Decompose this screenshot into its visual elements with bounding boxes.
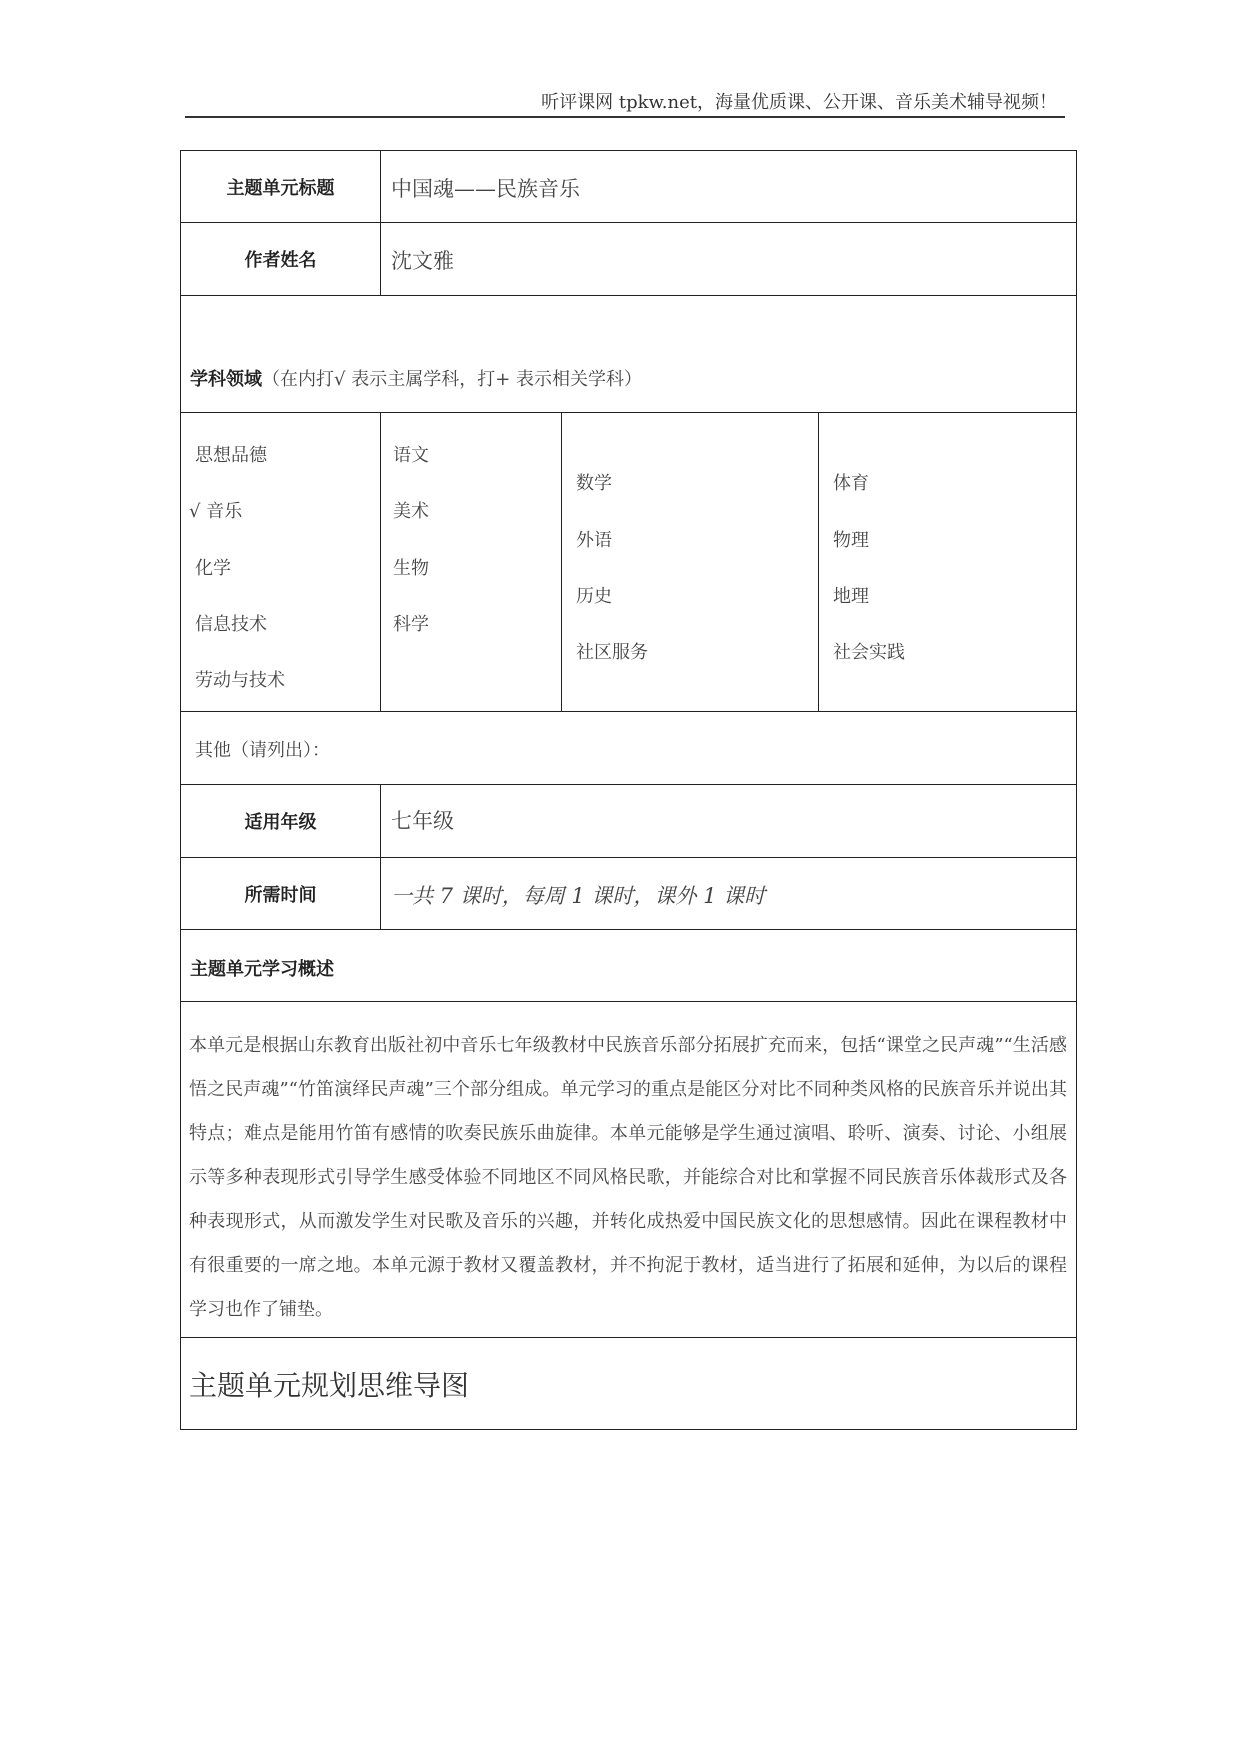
subject-item: 地理 [833, 586, 869, 607]
subject-item: 社会实践 [833, 642, 905, 663]
subject-item: 信息技术 [195, 614, 267, 635]
title-label: 主题单元标题 [181, 151, 381, 222]
subject-item: 科学 [393, 614, 429, 635]
grade-label: 适用年级 [181, 785, 381, 857]
subject-item: 语文 [393, 445, 429, 466]
subject-item: 生物 [393, 558, 429, 579]
title-value: 中国魂——民族音乐 [391, 177, 580, 201]
grade-value: 七年级 [391, 809, 454, 833]
row-author [180, 223, 1077, 296]
subject-item: 美术 [393, 501, 429, 522]
subject-label: 学科领域 [190, 369, 262, 390]
author-value: 沈文雅 [391, 249, 454, 273]
subject-note: （在内打√ 表示主属学科，打+ 表示相关学科） [262, 369, 642, 390]
subject-item: √ 音乐 [189, 501, 243, 522]
subject-item: 数学 [576, 473, 612, 494]
overview-text: 本单元是根据山东教育出版社初中音乐七年级教材中民族音乐部分拓展扩充而来，包括“课堂之民声魂”“生活感悟之民声魂”“竹笛演绎民声魂”三个部分组成。单元学习的重点是能区分对比不同种类风格的民族音乐并说出其特点；难点是能用竹笛有感情的吹奏民族乐曲旋律。本单元能够是学生通过演唱、聆听、演奏、讨论、小组展示等多种表现形式引导学生感受体验不同地区不同风格民歌，并能综合对比和掌握不同民族音乐体裁形式及各种表现形式，从而激发学生对民歌及音乐的兴趣，并转化成热爱中国民族文化的思想感情。因此在课程教材中有很重要的一席之地。本单元源于教材又覆盖教材，并不拘泥于教材，适当进行了拓展和延伸，为以后的课程学习也作了铺垫。 [189, 1035, 1067, 1320]
row-subject-grid [180, 413, 1077, 712]
row-overview-text [180, 1002, 1077, 1338]
time-label: 所需时间 [181, 858, 381, 929]
subject-item: 化学 [195, 558, 231, 579]
subject-item: 物理 [833, 530, 869, 551]
other-label: 其他（请列出）： [195, 740, 330, 761]
row-time [180, 858, 1077, 930]
row-other [180, 712, 1077, 785]
page-header [185, 86, 1065, 118]
row-grade [180, 785, 1077, 858]
row-subject [180, 296, 1077, 413]
time-value: 一共 7 课时，每周 1 课时，课外 1 课时 [391, 884, 766, 908]
subject-col-2 [381, 413, 562, 711]
subject-item: 体育 [833, 473, 869, 494]
subject-item: 思想品德 [195, 445, 267, 466]
subject-item: 外语 [576, 530, 612, 551]
overview-label: 主题单元学习概述 [190, 959, 334, 980]
subject-col-1 [181, 413, 381, 711]
subject-item: 劳动与技术 [195, 670, 285, 691]
header-text: 听评课网 tpkw.net，海量优质课、公开课、音乐美术辅导视频！ [541, 92, 1057, 113]
subject-item: 社区服务 [576, 642, 648, 663]
subject-col-4 [819, 413, 1076, 711]
subject-item: 历史 [576, 586, 612, 607]
row-overview-label [180, 930, 1077, 1002]
subject-heading [190, 365, 642, 391]
mindmap-label: 主题单元规划思维导图 [189, 1369, 470, 1402]
row-title [180, 150, 1077, 223]
row-mindmap [180, 1338, 1077, 1430]
subject-col-3 [562, 413, 819, 711]
author-label: 作者姓名 [181, 223, 381, 295]
